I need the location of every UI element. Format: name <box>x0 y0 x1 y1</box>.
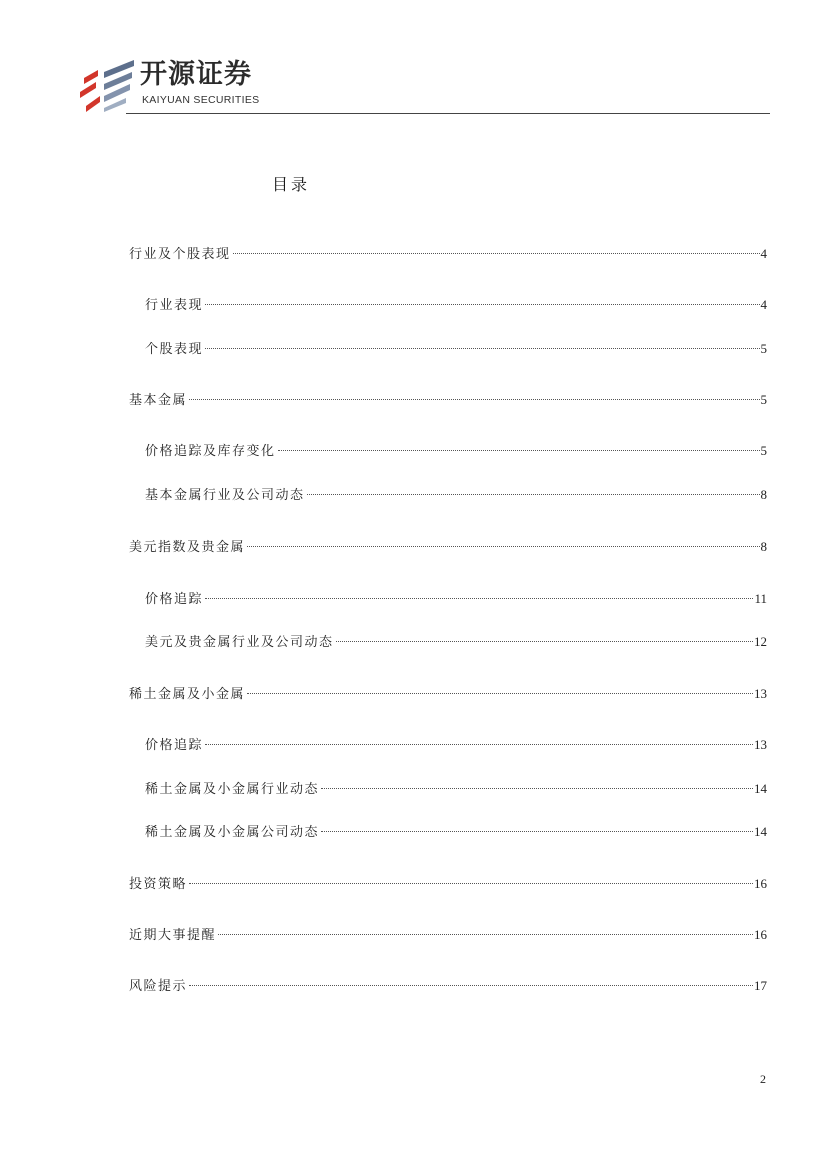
toc-leader-dots <box>247 546 759 547</box>
toc-entry-page: 17 <box>754 978 767 993</box>
toc-entry-page: 11 <box>754 591 767 606</box>
toc-leader-dots <box>205 304 759 305</box>
toc-entry[interactable] <box>129 391 767 410</box>
toc-entry-page: 8 <box>760 539 767 554</box>
toc-title: 目录 <box>272 175 311 194</box>
toc-entry-page: 16 <box>754 927 767 942</box>
toc-entry[interactable] <box>145 296 767 315</box>
toc-entry-page: 5 <box>760 443 767 458</box>
toc-entry-label: 行业表现 <box>145 298 204 313</box>
toc-entry[interactable] <box>145 780 767 799</box>
toc-entry-label: 美元指数及贵金属 <box>129 540 246 555</box>
toc-leader-dots <box>189 883 753 884</box>
toc-entry-page: 4 <box>760 297 767 312</box>
toc-entry-page: 8 <box>760 487 767 502</box>
toc-entry-label: 稀土金属及小金属 <box>129 687 246 702</box>
toc-entry-label: 个股表现 <box>145 342 204 357</box>
toc-entry-label: 稀土金属及小金属公司动态 <box>145 825 320 840</box>
toc-leader-dots <box>278 450 760 451</box>
toc-leader-dots <box>321 788 753 789</box>
toc-entry-page: 5 <box>760 341 767 356</box>
toc-entry[interactable] <box>129 685 767 704</box>
toc-entry-page: 14 <box>754 824 767 839</box>
toc-entry[interactable] <box>129 977 767 996</box>
toc-leader-dots <box>336 641 753 642</box>
toc-entry-page: 12 <box>754 634 767 649</box>
toc-entry-label: 稀土金属及小金属行业动态 <box>145 782 320 797</box>
toc-entry-label: 价格追踪 <box>145 592 204 607</box>
page-number: 2 <box>760 1072 766 1086</box>
toc-entry-page: 13 <box>754 737 767 752</box>
toc-entry[interactable] <box>129 875 767 894</box>
toc-entry[interactable] <box>145 736 767 755</box>
toc-entry-label: 基本金属行业及公司动态 <box>145 488 305 503</box>
toc-entry-label: 美元及贵金属行业及公司动态 <box>145 635 334 650</box>
toc-entry-label: 风险提示 <box>129 979 188 994</box>
logo-chinese-name: 开源证券 <box>140 59 252 90</box>
toc-leader-dots <box>205 744 753 745</box>
toc-entry-page: 16 <box>754 876 767 891</box>
toc-entry[interactable] <box>129 245 767 264</box>
toc-leader-dots <box>247 693 753 694</box>
toc-entry[interactable] <box>145 340 767 359</box>
toc-entry-label: 投资策略 <box>129 877 188 892</box>
toc-entry-label: 基本金属 <box>129 393 188 408</box>
toc-entry[interactable] <box>145 486 767 505</box>
toc-entry-label: 价格追踪 <box>145 738 204 753</box>
toc-leader-dots <box>189 399 759 400</box>
toc-leader-dots <box>307 494 760 495</box>
toc-leader-dots <box>205 348 759 349</box>
toc-leader-dots <box>321 831 753 832</box>
toc-leader-dots <box>189 985 753 986</box>
toc-leader-dots <box>233 253 760 254</box>
toc-entry[interactable] <box>145 590 767 609</box>
toc-entry-page: 5 <box>760 392 767 407</box>
toc-entry-label: 近期大事提醒 <box>129 928 217 943</box>
logo-english-name: KAIYUAN SECURITIES <box>142 94 260 106</box>
toc-entry-page: 13 <box>754 686 767 701</box>
toc-entry-page: 14 <box>754 781 767 796</box>
toc-entry[interactable] <box>129 538 767 557</box>
toc-entry-page: 4 <box>760 246 767 261</box>
toc-entry-label: 行业及个股表现 <box>129 247 231 262</box>
toc-leader-dots <box>205 598 753 599</box>
toc-entry-label: 价格追踪及库存变化 <box>145 444 276 459</box>
toc-entry[interactable] <box>129 926 767 945</box>
toc-entry[interactable] <box>145 633 767 652</box>
toc-entry[interactable] <box>145 442 767 461</box>
toc-leader-dots <box>218 934 753 935</box>
toc-entry[interactable] <box>145 823 767 842</box>
